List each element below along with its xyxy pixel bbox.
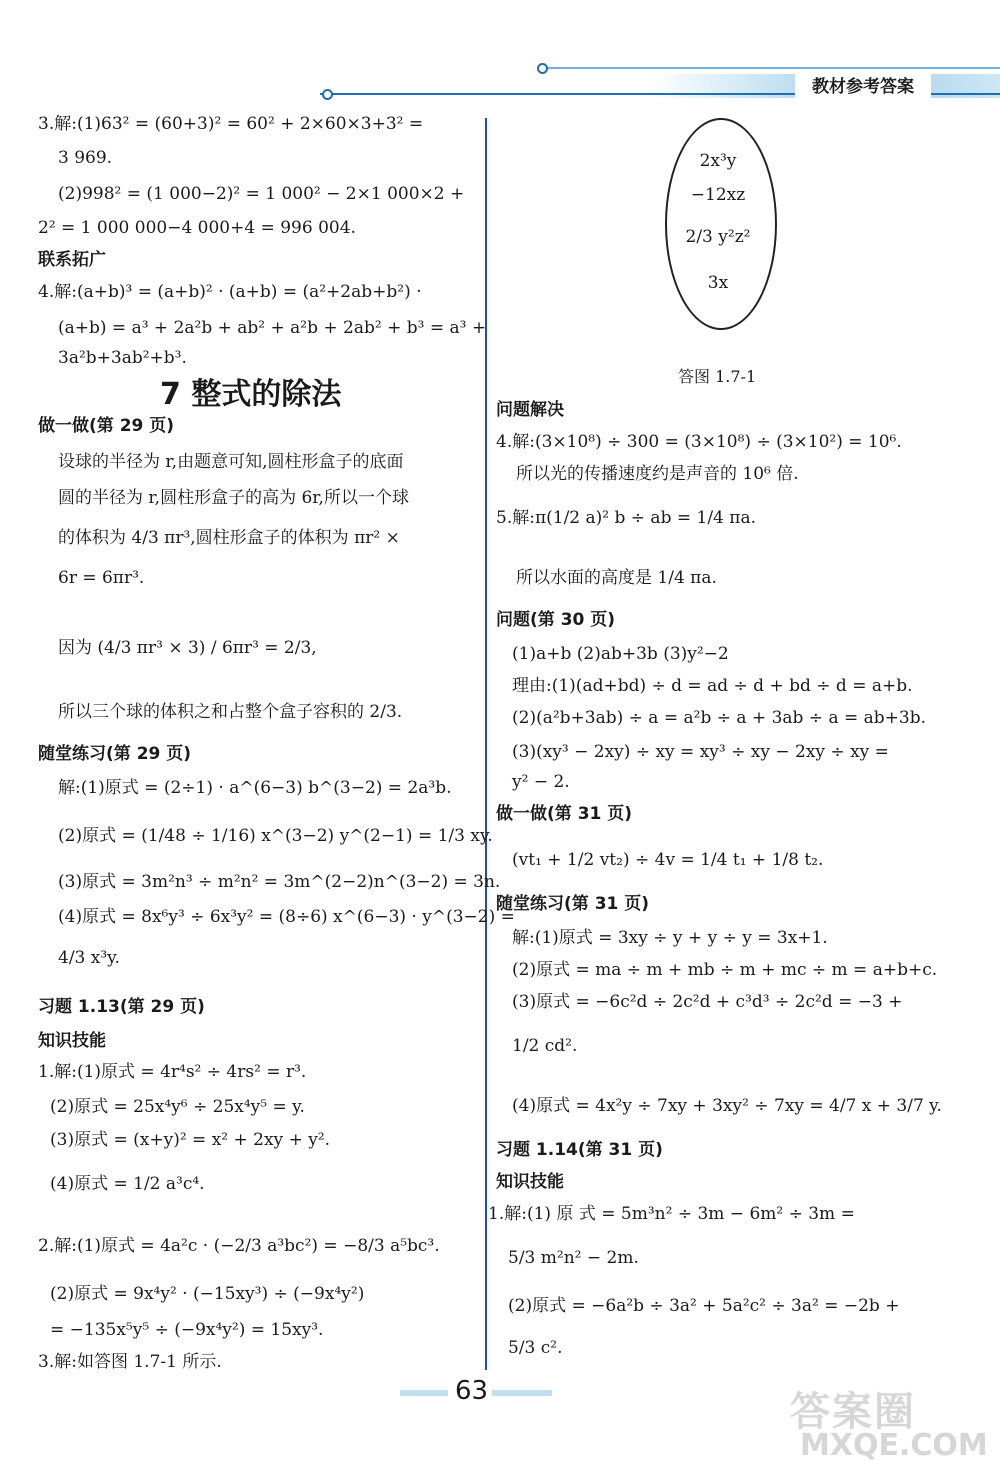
watermark-url: MXQE.COM <box>800 1428 988 1463</box>
section-heading: 随堂练习(第 29 页) <box>38 744 192 764</box>
text-line: (3)原式 = (x+y)² = x² + 2xy + y². <box>50 1130 331 1150</box>
text-line: (3)原式 = −6c²d ÷ 2c²d + c³d³ ÷ 2c²d = −3 + <box>512 992 903 1012</box>
text-line: 5/3 m²n² − 2m. <box>508 1248 639 1268</box>
text-line: (vt₁ + 1/2 vt₂) ÷ 4v = 1/4 t₁ + 1/8 t₂. <box>512 850 824 870</box>
text-line: 所以光的传播速度约是声音的 10⁶ 倍. <box>516 464 799 484</box>
text-line: (2)原式 = ma ÷ m + mb ÷ m + mc ÷ m = a+b+c. <box>512 960 938 980</box>
text-line: (3)(xy³ − 2xy) ÷ xy = xy³ ÷ xy − 2xy ÷ xy = <box>512 742 889 762</box>
text-line: 1/2 cd². <box>512 1036 578 1056</box>
text-line: (4)原式 = 8x⁶y³ ÷ 6x³y² = (8÷6) x^(6−3) · y^(3−2) = <box>58 907 515 927</box>
figure-term: 2x³y <box>699 151 737 171</box>
text-line: 4/3 x³y. <box>58 948 120 968</box>
text-line: 4.解:(3×10⁸) ÷ 300 = (3×10⁸) ÷ (3×10²) = 10⁶. <box>496 432 902 452</box>
figure-term: 2/3 y²z² <box>685 227 751 247</box>
text-line: 所以水面的高度是 1/4 πa. <box>516 568 717 588</box>
figure-term: 3x <box>707 273 729 293</box>
section-heading: 问题解决 <box>496 400 564 420</box>
header-dot-icon <box>537 63 548 74</box>
text-line: 3a²b+3ab²+b³. <box>58 348 187 368</box>
text-line: 的体积为 4/3 πr³,圆柱形盒子的体积为 πr² × <box>58 528 400 548</box>
page-deco <box>492 1390 552 1396</box>
section-heading: 习题 1.13(第 29 页) <box>38 997 205 1017</box>
column-divider <box>485 118 487 1370</box>
text-line: 解:(1)原式 = (2÷1) · a^(6−3) b^(3−2) = 2a³b. <box>58 778 452 798</box>
text-line: 1.解:(1)原式 = 4r⁴s² ÷ 4rs² = r³. <box>38 1062 307 1082</box>
page-number: 63 <box>455 1376 489 1406</box>
text-line: = −135x⁵y⁵ ÷ (−9x⁴y²) = 15xy³. <box>50 1320 324 1340</box>
text-line: 3.解:如答图 1.7-1 所示. <box>38 1352 222 1372</box>
section-heading: 做一做(第 31 页) <box>496 804 633 824</box>
text-line: 解:(1)原式 = 3xy ÷ y + y ÷ y = 3x+1. <box>512 928 828 948</box>
text-line: 1.解:(1) 原 式 = 5m³n² ÷ 3m − 6m² ÷ 3m = <box>488 1204 855 1224</box>
page-deco <box>400 1390 448 1396</box>
text-line: 2² = 1 000 000−4 000+4 = 996 004. <box>38 218 356 238</box>
text-line: 6r = 6πr³. <box>58 568 145 588</box>
text-line: (4)原式 = 1/2 a³c⁴. <box>50 1174 205 1194</box>
text-line: (2)原式 = (1/48 ÷ 1/16) x^(3−2) y^(2−1) = 1/3 xy. <box>58 826 493 846</box>
text-line: (4)原式 = 4x²y ÷ 7xy + 3xy² ÷ 7xy = 4/7 x + 3/7 y. <box>512 1096 942 1116</box>
section-heading: 做一做(第 29 页) <box>38 416 175 436</box>
section-heading: 知识技能 <box>496 1172 564 1192</box>
text-line: (1)a+b (2)ab+3b (3)y²−2 <box>512 644 729 664</box>
header-rule-thin <box>540 67 1000 69</box>
watermark-logo: 答案圈 <box>790 1389 916 1435</box>
text-line: (2)原式 = 25x⁴y⁶ ÷ 25x⁴y⁵ = y. <box>50 1097 305 1117</box>
text-line: 3.解:(1)63² = (60+3)² = 60² + 2×60×3+3² = <box>38 114 424 134</box>
header-dot-icon <box>322 89 333 100</box>
figure-term: −12xz <box>690 185 746 205</box>
text-line: 所以三个球的体积之和占整个盒子容积的 2/3. <box>58 702 403 722</box>
section-heading: 联系拓广 <box>38 250 106 270</box>
text-line: 3 969. <box>58 148 113 168</box>
text-line: 2.解:(1)原式 = 4a²c · (−2/3 a³bc²) = −8/3 a⁵bc³. <box>38 1236 440 1256</box>
text-line: (a+b) = a³ + 2a²b + ab² + a²b + 2ab² + b³ = a³ + <box>58 318 487 338</box>
header-title: 教材参考答案 <box>795 74 931 100</box>
text-line: (2)(a²b+3ab) ÷ a = a²b ÷ a + 3ab ÷ a = ab+3b. <box>512 708 927 728</box>
text-line: y² − 2. <box>512 772 570 792</box>
text-line: (2)原式 = 9x⁴y² · (−15xy³) ÷ (−9x⁴y²) <box>50 1284 365 1304</box>
figure-caption: 答图 1.7-1 <box>678 367 757 386</box>
chapter-title: 7 整式的除法 <box>160 377 342 412</box>
section-heading: 问题(第 30 页) <box>496 610 616 630</box>
section-heading: 习题 1.14(第 31 页) <box>496 1140 663 1160</box>
text-line: (2)原式 = −6a²b ÷ 3a² + 5a²c² ÷ 3a² = −2b + <box>508 1296 900 1316</box>
text-line: 5.解:π(1/2 a)² b ÷ ab = 1/4 πa. <box>496 508 756 528</box>
text-line: 理由:(1)(ad+bd) ÷ d = ad ÷ d + bd ÷ d = a+b. <box>512 676 913 696</box>
text-line: (2)998² = (1 000−2)² = 1 000² − 2×1 000×2 + <box>58 184 465 204</box>
section-heading: 随堂练习(第 31 页) <box>496 894 650 914</box>
text-line: 因为 (4/3 πr³ × 3) / 6πr³ = 2/3, <box>58 638 317 658</box>
text-line: 5/3 c². <box>508 1338 563 1358</box>
text-line: 圆的半径为 r,圆柱形盒子的高为 6r,所以一个球 <box>58 488 409 508</box>
text-line: 设球的半径为 r,由题意可知,圆柱形盒子的底面 <box>58 452 404 472</box>
section-heading: 知识技能 <box>38 1031 106 1051</box>
text-line: 4.解:(a+b)³ = (a+b)² · (a+b) = (a²+2ab+b²) · <box>38 282 422 302</box>
text-line: (3)原式 = 3m²n³ ÷ m²n² = 3m^(2−2)n^(3−2) = 3n. <box>58 872 501 892</box>
